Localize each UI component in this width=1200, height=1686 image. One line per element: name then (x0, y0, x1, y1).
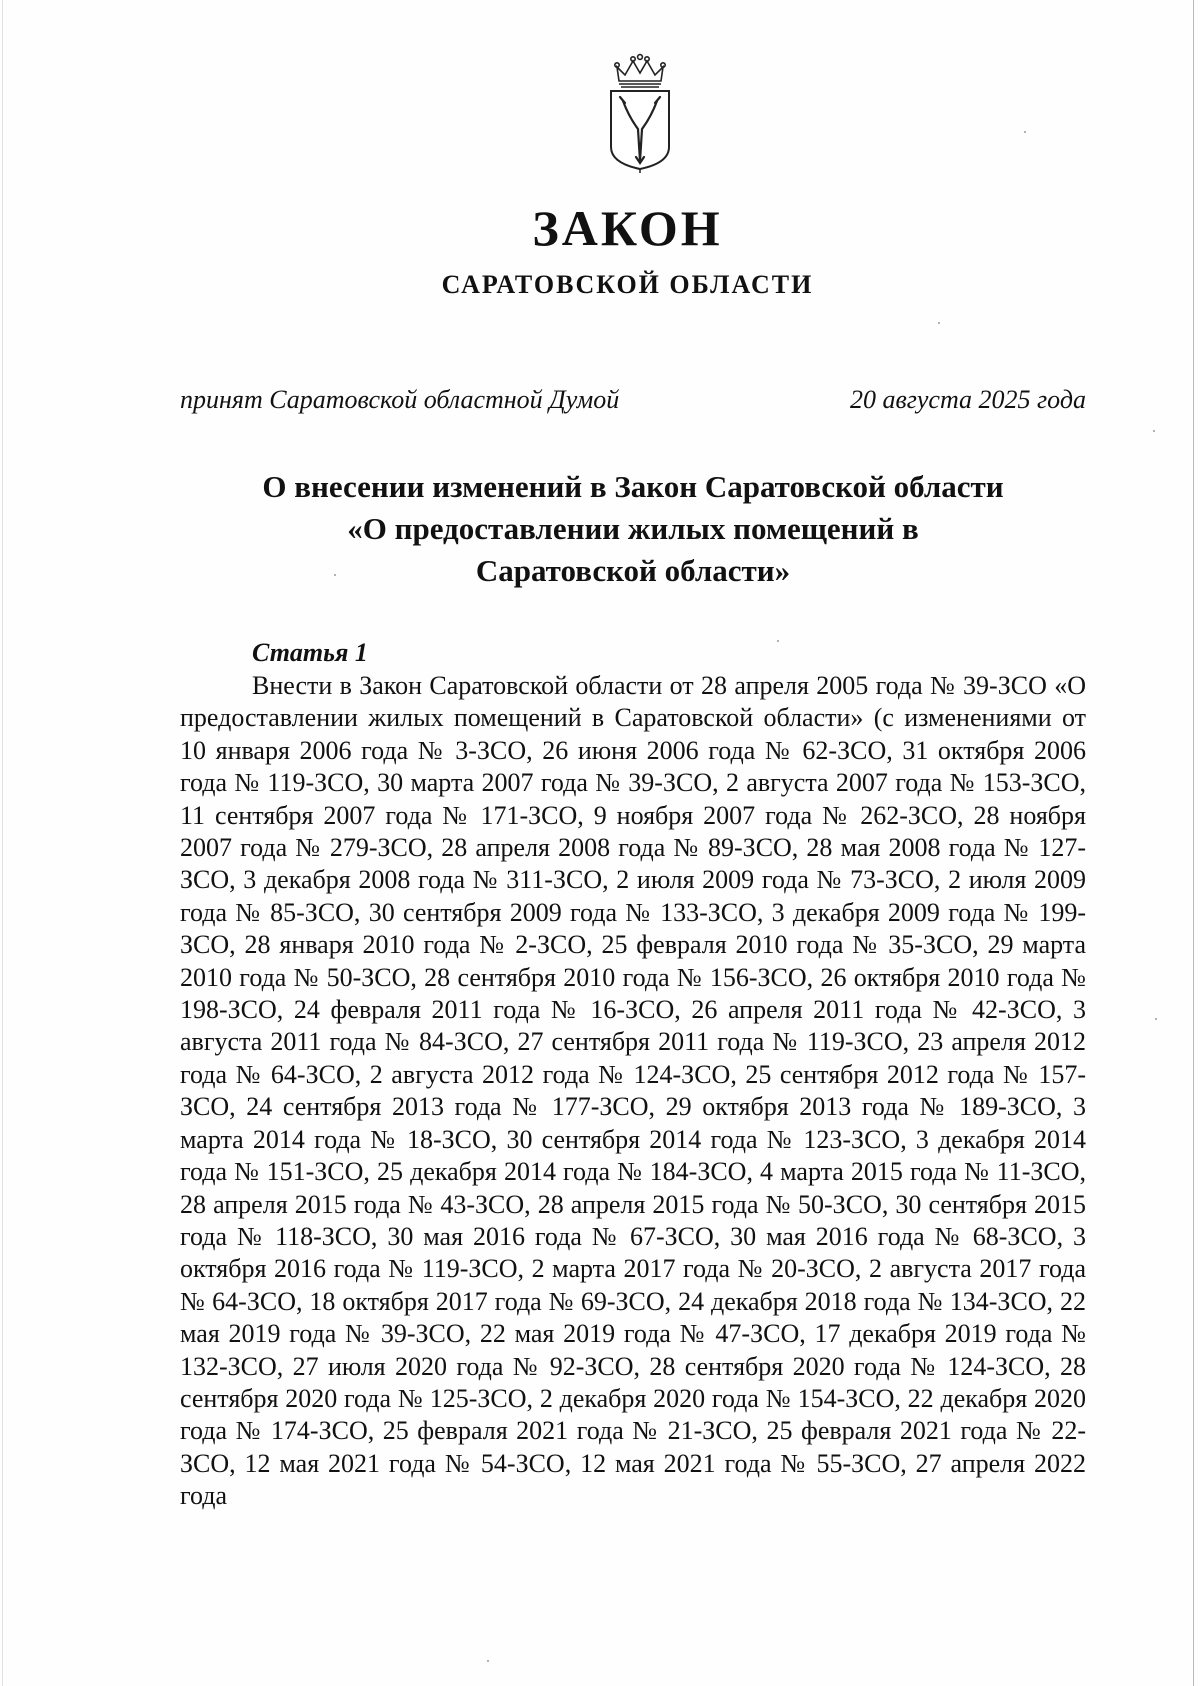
document-title: ЗАКОН (532, 200, 723, 256)
law-heading (180, 466, 1086, 592)
scan-speck (1155, 1018, 1157, 1020)
adopted-date-text: 20 августа 2025 года (849, 385, 1086, 414)
scan-speck (777, 640, 779, 642)
law-heading-line: О внесении изменений в Закон Саратовской области (262, 469, 1004, 504)
law-heading-line: «О предоставлении жилых помещений в (347, 511, 919, 546)
law-heading-line: Саратовской области» (475, 553, 791, 588)
saratov-coat-of-arms-icon (603, 53, 677, 175)
article-title: Статья 1 (252, 638, 368, 667)
adopted-by-text: принят Саратовской областной Думой (180, 385, 620, 414)
adoption-line (180, 383, 1086, 417)
scan-speck (938, 322, 940, 324)
document-subtitle: САРАТОВСКОЙ ОБЛАСТИ (441, 270, 814, 299)
scan-speck (1153, 430, 1155, 432)
scan-speck (334, 574, 336, 576)
scan-speck (487, 1660, 489, 1662)
article-body-text: Внести в Закон Саратовской области от 28 апреля 2005 года № 39-ЗСО «О предоставлении жилых помещений в Саратовской области» (с изменениями от 10 января 2006 года № 3-ЗСО, 26 июня 2006 года № 62-ЗСО, 31 октября 2006 года № 119-ЗСО, 30 марта 2007 года № 39-ЗСО, 2 августа 2007 года № 153-ЗСО, 11 сентября 2007 года № 171-ЗСО, 9 ноября 2007 года № 262-ЗСО, 28 ноября 2007 года № 279-ЗСО, 28 апреля 2008 года № 89-ЗСО, 28 мая 2008 года № 127-ЗСО, 3 декабря 2008 года № 311-ЗСО, 2 июля 2009 года № 73-ЗСО, 2 июля 2009 года № 85-ЗСО, 30 сентября 2009 года № 133-ЗСО, 3 декабря 2009 года № 199-ЗСО, 28 января 2010 года № 2-ЗСО, 25 февраля 2010 года № 35-ЗСО, 29 марта 2010 года № 50-ЗСО, 28 сентября 2010 года № 156-ЗСО, 26 октября 2010 года № 198-ЗСО, 24 февраля 2011 года № 16-ЗСО, 26 апреля 2011 года № 42-ЗСО, 3 августа 2011 года № 84-ЗСО, 27 сентября 2011 года № 119-ЗСО, 23 апреля 2012 года № 64-ЗСО, 2 августа 2012 года № 124-ЗСО, 25 сентября 2012 года № 157-ЗСО, 24 сентября 2013 года № 177-ЗСО, 29 октября 2013 года № 189-ЗСО, 3 марта 2014 года № 18-ЗСО, 30 сентября 2014 года № 123-ЗСО, 3 декабря 2014 года № 151-ЗСО, 25 декабря 2014 года № 184-ЗСО, 4 марта 2015 года № 11-ЗСО, 28 апреля 2015 года № 43-ЗСО, 28 апреля 2015 года № 50-ЗСО, 30 сентября 2015 года № 118-ЗСО, 30 мая 2016 года № 67-ЗСО, 30 мая 2016 года № 68-ЗСО, 3 октября 2016 года № 119-ЗСО, 2 марта 2017 года № 20-ЗСО, 2 августа 2017 года № 64-ЗСО, 18 октября 2017 года № 69-ЗСО, 24 декабря 2018 года № 134-ЗСО, 22 мая 2019 года № 39-ЗСО, 22 мая 2019 года № 47-ЗСО, 17 декабря 2019 года № 132-ЗСО, 27 июля 2020 года № 92-ЗСО, 28 сентября 2020 года № 124-ЗСО, 28 сентября 2020 года № 125-ЗСО, 2 декабря 2020 года № 154-ЗСО, 22 декабря 2020 года № 174-ЗСО, 25 февраля 2021 года № 21-ЗСО, 25 февраля 2021 года № 22-ЗСО, 12 мая 2021 года № 54-ЗСО, 12 мая 2021 года № 55-ЗСО, 27 апреля 2022 года (180, 671, 1086, 1511)
scan-speck (1024, 131, 1026, 133)
